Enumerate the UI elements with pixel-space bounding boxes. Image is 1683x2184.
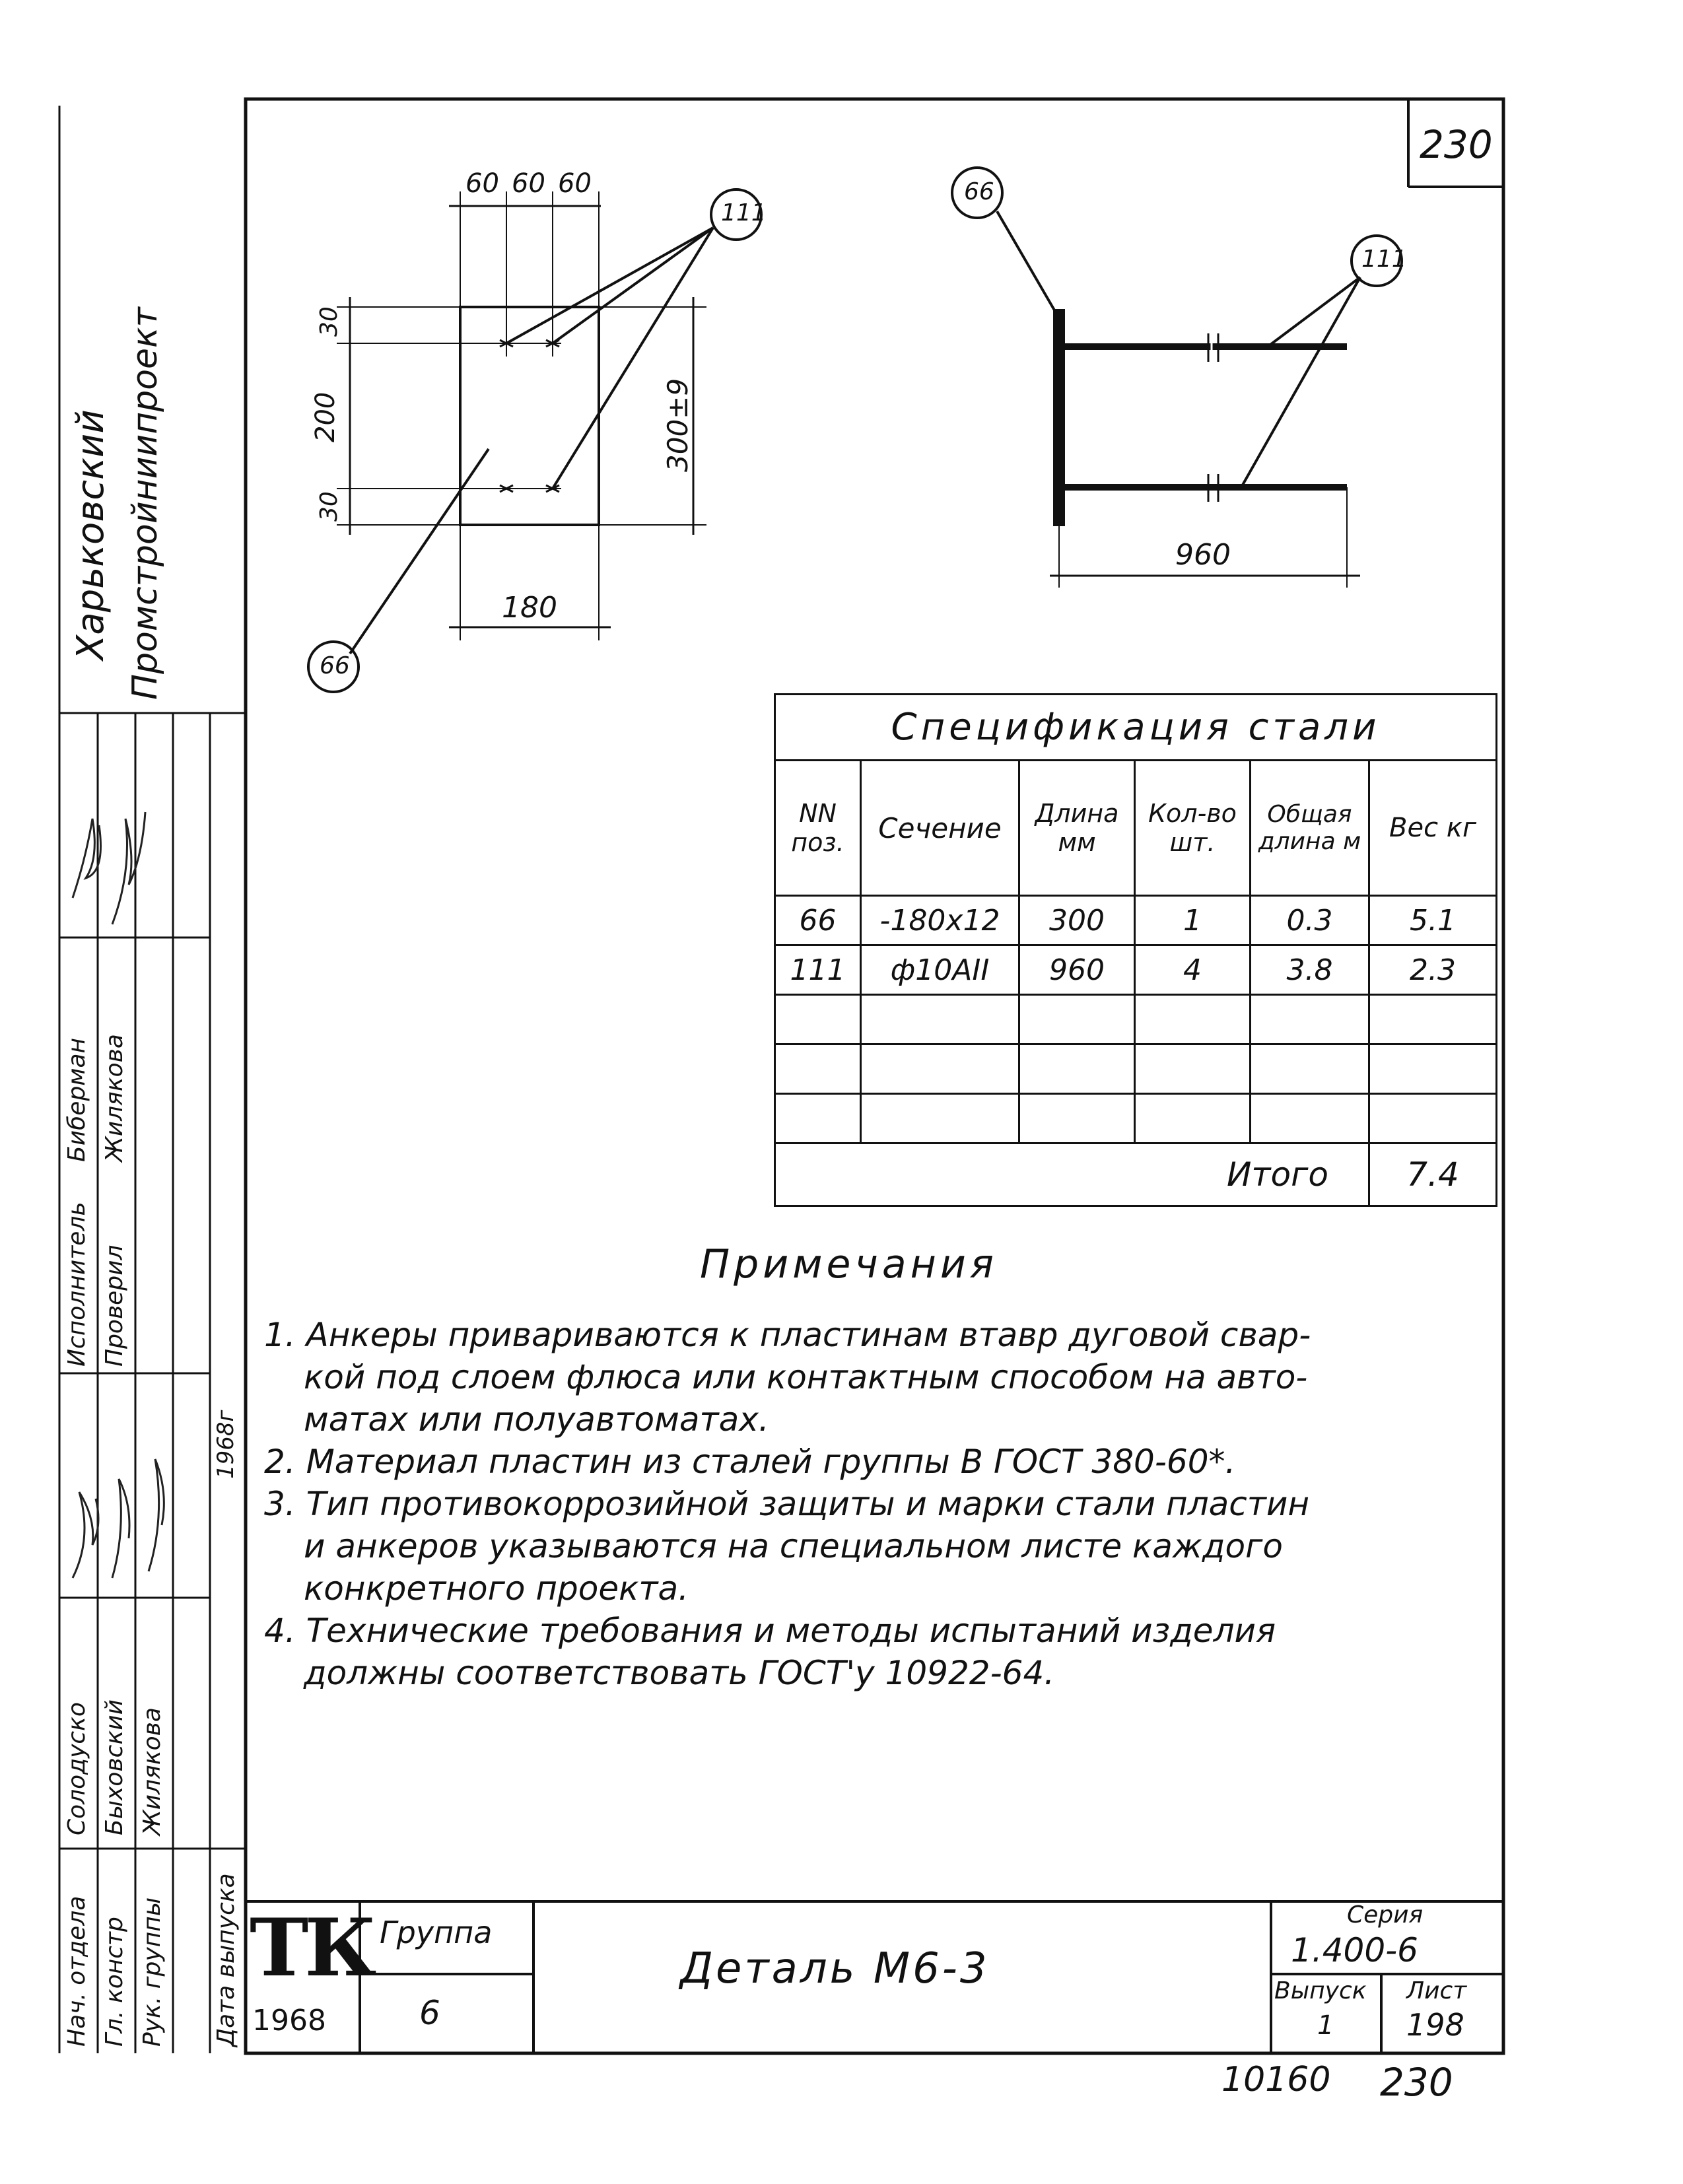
signature-1 bbox=[73, 819, 101, 898]
logo: ТК bbox=[250, 1901, 373, 1995]
cell-pos: 66 bbox=[775, 896, 861, 945]
spec-header-total-length: Общая длина м bbox=[1251, 761, 1369, 896]
plate-66-side bbox=[1054, 310, 1064, 525]
issue-value: 1 bbox=[1317, 2010, 1334, 2041]
plan-dim-right: 300±9 bbox=[662, 378, 694, 472]
plan-callout-anchor: 111 bbox=[721, 199, 767, 226]
drawing-title: Деталь М6-3 bbox=[680, 1944, 990, 1993]
note-line: конкретного проекта. bbox=[304, 1569, 689, 1608]
stamp-name-executor: Биберман bbox=[63, 1037, 90, 1162]
signature-2 bbox=[112, 812, 145, 924]
spec-total-label: Итого bbox=[775, 1143, 1369, 1206]
group-label: Группа bbox=[380, 1915, 493, 1950]
plate-66-plan bbox=[460, 307, 599, 525]
spec-header-weight: Вес кг bbox=[1369, 761, 1497, 896]
page-number: 230 bbox=[1420, 122, 1493, 167]
side-callout-anchor: 111 bbox=[1361, 246, 1407, 273]
plan-dim-top-2: 60 bbox=[512, 168, 545, 199]
cell-section: -180x12 bbox=[861, 896, 1019, 945]
note-line: 4. Технические требования и методы испытаний изделия bbox=[264, 1612, 1276, 1650]
spec-header-length: Длина мм bbox=[1019, 761, 1135, 896]
spec-title: Спецификация стали bbox=[775, 695, 1497, 761]
note-line: 3. Тип противокоррозийной защиты и марки стали пластин bbox=[264, 1485, 1310, 1523]
cell-weight: 2.3 bbox=[1369, 945, 1497, 995]
plan-dim-left-1: 30 bbox=[316, 306, 343, 337]
table-row bbox=[775, 945, 1497, 995]
plan-dim-left-2: 200 bbox=[310, 392, 341, 442]
stamp-role-executor: Исполнитель bbox=[63, 1202, 90, 1367]
cell-count: 4 bbox=[1135, 945, 1251, 995]
stamp-role-checked: Проверил bbox=[101, 1245, 128, 1367]
spec-header-section: Сечение bbox=[861, 761, 1019, 896]
signature-4 bbox=[112, 1479, 129, 1578]
table-row bbox=[775, 1094, 1497, 1143]
table-row bbox=[775, 995, 1497, 1044]
cell-section: ф10АII bbox=[861, 945, 1019, 995]
side-dim-length: 960 bbox=[1175, 538, 1231, 572]
cell-length: 960 bbox=[1019, 945, 1135, 995]
series-value: 1.400-6 bbox=[1291, 1931, 1418, 1969]
logo-year: 1968 bbox=[252, 2004, 326, 2037]
sheet-value: 198 bbox=[1406, 2007, 1464, 2043]
cell-length: 300 bbox=[1019, 896, 1135, 945]
stamp-year: 1968г bbox=[213, 1410, 239, 1479]
spec-header-pos: NN поз. bbox=[775, 761, 861, 896]
cell-total-length: 0.3 bbox=[1251, 896, 1369, 945]
note-line: должны соответствовать ГОСТ'у 10922-64. bbox=[304, 1654, 1055, 1692]
note-line: и анкеров указываются на специальном листе каждого bbox=[304, 1527, 1283, 1565]
organization-line2: Промстройниипроект bbox=[125, 307, 165, 700]
plan-callout-plate: 66 bbox=[320, 652, 350, 679]
organization-line1: Харьковский bbox=[69, 409, 112, 660]
side-callout-plate: 66 bbox=[964, 178, 994, 205]
signatures bbox=[59, 726, 231, 1598]
stamp-role-chief-designer: Гл. констр bbox=[101, 1917, 128, 2047]
spec-total-value: 7.4 bbox=[1369, 1143, 1497, 1206]
stamp-name-2: Быховский bbox=[101, 1699, 128, 1835]
cell-weight: 5.1 bbox=[1369, 896, 1497, 945]
plan-dim-top-1: 60 bbox=[465, 168, 499, 199]
group-value: 6 bbox=[419, 1994, 440, 2032]
signature-3 bbox=[73, 1492, 98, 1578]
steel-spec-table bbox=[774, 693, 1497, 1207]
plan-dim-left-3: 30 bbox=[316, 491, 343, 522]
table-row bbox=[775, 896, 1497, 945]
stamp-role-group-leader: Рук. группы bbox=[139, 1897, 166, 2047]
issue-label: Выпуск bbox=[1274, 1977, 1367, 2004]
cell-pos: 111 bbox=[775, 945, 861, 995]
cell-count: 1 bbox=[1135, 896, 1251, 945]
footer-doc-number: 10160 bbox=[1221, 2060, 1331, 2099]
sheet-label: Лист bbox=[1406, 1977, 1467, 2004]
note-line: матах или полуавтоматах. bbox=[304, 1400, 769, 1439]
note-line: кой под слоем флюса или контактным способом на авто- bbox=[304, 1358, 1308, 1396]
note-line: 2. Материал пластин из сталей группы В ГОСТ 380-60*. bbox=[264, 1443, 1236, 1481]
stamp-name-1: Солодуско bbox=[63, 1702, 90, 1835]
notes-title: Примечания bbox=[700, 1241, 998, 1287]
plan-dim-bottom: 180 bbox=[502, 591, 557, 625]
table-row bbox=[775, 1044, 1497, 1094]
signature-5 bbox=[149, 1459, 164, 1571]
spec-header-count: Кол-во шт. bbox=[1135, 761, 1251, 896]
note-line: 1. Анкеры привариваются к пластинам втавр дуговой свар- bbox=[264, 1316, 1311, 1354]
stamp-role-issue-date: Дата выпуска bbox=[213, 1873, 240, 2047]
side-view bbox=[952, 168, 1402, 588]
plan-dim-top-3: 60 bbox=[558, 168, 592, 199]
cell-total-length: 3.8 bbox=[1251, 945, 1369, 995]
footer-page: 230 bbox=[1380, 2060, 1453, 2105]
notes-block bbox=[264, 1314, 1505, 1694]
stamp-role-head-dept: Нач. отдела bbox=[63, 1895, 90, 2047]
stamp-name-checker: Жилякова bbox=[101, 1034, 128, 1162]
stamp-name-3: Жилякова bbox=[139, 1707, 166, 1835]
series-label: Серия bbox=[1347, 1901, 1424, 1928]
